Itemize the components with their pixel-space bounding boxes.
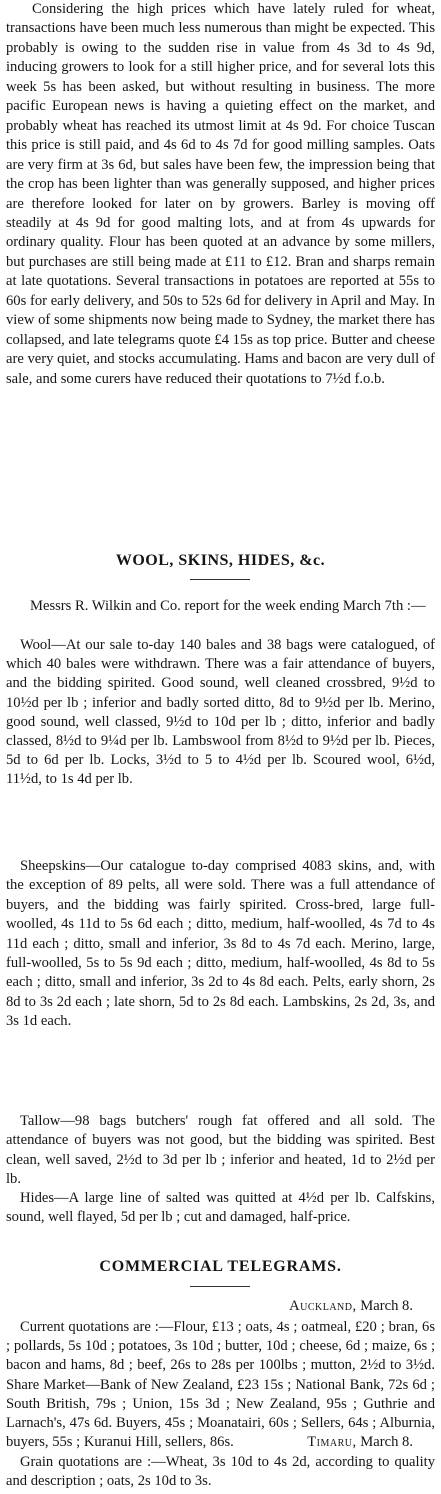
sheepskins-report: Sheepskins—Our catalogue to-day comprised 4083 skins, and, with the exception of 89 pelts, all were sold. There was a full attendance of buyers, and the bidding was fairly spirited. Cross-bred, large full-woolled, 4s 11d to 5s 6d each ; ditto, medium, half-woolled, 4s 7d to 4s 11d each ; ditto, small and inferior, 3s 8d to 4s 7d each. Merino, large, full-woolled, 5s to 5s 9d each ; ditto, medium, half-woolled, 4s 8d to 5s each ; ditto, small and inferior, 3s 2d to 4s 8d each. Pelts, early shorn, 2s 8d to 3s 2d each ; late shorn, 5d to 2s 8d each. Lambskins, 2s 2d, 3s, and 3s 1d each. [6, 858, 435, 1030]
auckland-dateline [289, 1298, 413, 1315]
grain-market-report: Considering the high prices which have lately ruled for wheat, transactions have been much less numerous than might be expected. This probably is owing to the sudden rise in value from 4s 3d to 4s 9d, inducing growers to look for a still higher price, and for several lots this week 5s has been asked, but without resulting in business. The more pacific European news is having a quieting effect on the market, and probably wheat has reached its utmost limit at 4s 9d. For choice Tuscan this price is still paid, and 4s 6d to 4s 7d for good milling samples. Oats are very firm at 3s 6d, but sales have been few, the impression being that the crop has been lighter than was generally supposed, and higher prices are therefore looked for later on by growers. Barley is moving off steadily at 4s 9d for good malting lots, and at from 4s upwards for ordinary quality. Flour has been quoted at an advance by some millers, but purchases are still being made at £11 to £12. Bran and sharps remain at late quotations. Several transactions in potatoes are reported at 55s to 60s for early delivery, and 50s to 52s 6d for delivery in April and May. In view of some shipments now being made to Sydney, the market there has collapsed, and late telegrams quote £4 15s as top price. Butter and cheese are very quiet, and stocks accumulating. Hams and bacon are very dull of sale, and some curers have reduced their quotations to 7½d f.o.b. [6, 1, 435, 387]
timaru-dateline [307, 1434, 413, 1451]
hides-report: Hides—A large line of salted was quitted at 4½d per lb. Calfskins, sound, well flayed, 5d per lb ; cut and damaged, half-price. [6, 1190, 435, 1226]
timaru-place: Timaru, [307, 1434, 357, 1450]
tallow-report: Tallow—98 bags butchers' rough fat offered and all sold. The attendance of buyers was not good, but the bidding was spirited. Best clean, well saved, 2½d to 3d per lb ; inferior and heated, 1d to 2½d per lb. [6, 1113, 435, 1187]
section-rule [190, 579, 250, 580]
timaru-date: March 8. [356, 1434, 413, 1450]
auckland-quotations: Current quotations are :—Flour, £13 ; oats, 4s ; oatmeal, £20 ; bran, 6s ; pollards, 5s 10d ; potatoes, 3s 10d ; butter, 10d ; cheese, 6d ; maize, 6s ; bacon and hams, 8d ; beef, 26s to 28s per 100lbs ; mutton, 2½d to 3½d. Share Market—Bank of New Zealand, £23 15s ; National Bank, 72s 6d ; South British, 79s ; Union, 15s 3d ; New Zealand, 95s ; Guthrie and Larnach's, 47s 6d. Buyers, 45s ; Moanatairi, 60s ; Sellers, 64s ; Alburnia, buyers, 55s ; Kuranui Hill, sellers, 86s. [6, 1319, 435, 1451]
timaru-quotations: Grain quotations are :—Wheat, 3s 10d to 4s 2d, according to quality and description ; oats, 2s 10d to 3s. [6, 1454, 435, 1490]
auckland-date: March 8. [356, 1298, 413, 1314]
wool-report: Wool—At our sale to-day 140 bales and 38 bags were catalogued, of which 40 bales were withdrawn. There was a fair attendance of buyers, and the bidding spirited. Good sound, well cleaned crossbred, 9½d to 10½d per lb ; inferior and badly sorted ditto, 8d to 9½d per lb. Merino, good sound, well classed, 9½d to 10d per lb ; ditto, inferior and badly classed, 8½d to 9¼d per lb. Lambswool from 8½d to 9½d per lb. Pieces, 5d to 6d per lb. Locks, 3½d to 5 to 4½d per lb. Scoured wool, 6½d, 11½d, to 1s 4d per lb. [6, 637, 435, 788]
section-rule [190, 1286, 250, 1287]
wool-report-intro: Messrs R. Wilkin and Co. report for the week ending March 7th :— [30, 598, 426, 614]
telegrams-section-heading: COMMERCIAL TELEGRAMS. [99, 1258, 342, 1275]
auckland-place: Auckland, [289, 1298, 357, 1314]
wool-section-heading: WOOL, SKINS, HIDES, &c. [115, 552, 326, 569]
